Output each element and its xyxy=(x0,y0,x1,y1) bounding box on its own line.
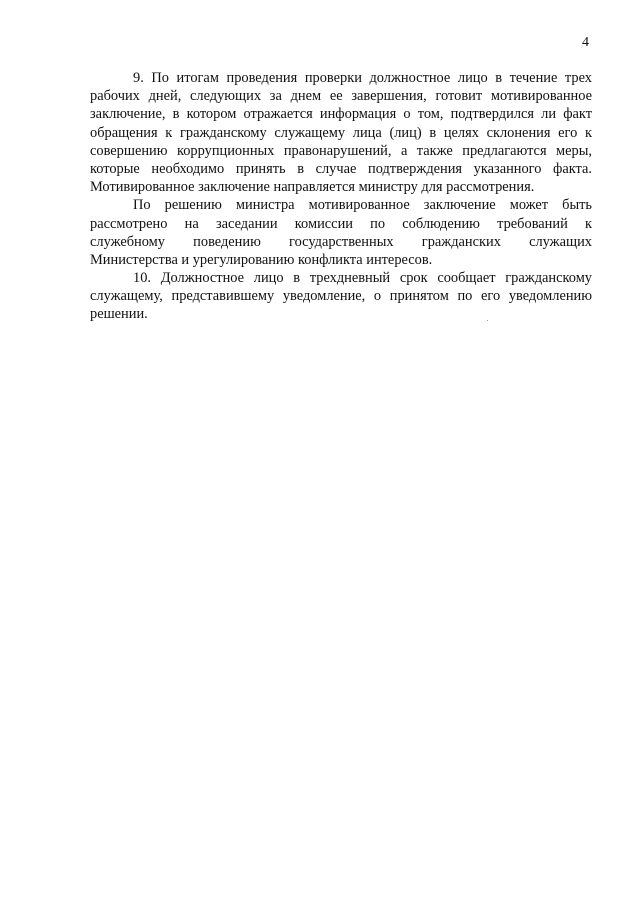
text-line: решении. xyxy=(90,306,148,323)
text-line: которые необходимо принять в случае подтверждения указанного факта. xyxy=(90,160,592,177)
text-line: служащему, представившему уведомление, о принятом по его уведомлению xyxy=(90,288,592,305)
text-line: совершению коррупционных правонарушений, а также предлагаются меры, xyxy=(90,142,592,159)
text-line: рассмотрено на заседании комиссии по соблюдению требований к xyxy=(90,215,592,232)
text-line: Министерства и урегулированию конфликта интересов. xyxy=(90,251,433,268)
paragraph-9 xyxy=(90,69,592,196)
text-line: рабочих дней, следующих за днем ее завершения, готовит мотивированное xyxy=(90,88,592,105)
text-line: 10. Должностное лицо в трехдневный срок сообщает гражданскому xyxy=(133,270,592,287)
text-line: заключение, в котором отражается информация о том, подтвердился ли факт xyxy=(90,106,592,123)
paragraph-minister-decision xyxy=(90,196,592,269)
page-number: 4 xyxy=(582,35,589,50)
paragraph-10 xyxy=(90,269,592,324)
text-line: По решению министра мотивированное заключение может быть xyxy=(133,197,592,214)
scan-speck xyxy=(487,320,488,321)
text-line: обращения к гражданскому служащему лица (лиц) в целях склонения его к xyxy=(90,124,592,141)
text-line: Мотивированное заключение направляется министру для рассмотрения. xyxy=(90,179,535,196)
text-line: служебному поведению государственных гражданских служащих xyxy=(90,233,592,250)
document-body xyxy=(90,69,592,324)
text-line: 9. По итогам проведения проверки должностное лицо в течение трех xyxy=(133,70,592,86)
